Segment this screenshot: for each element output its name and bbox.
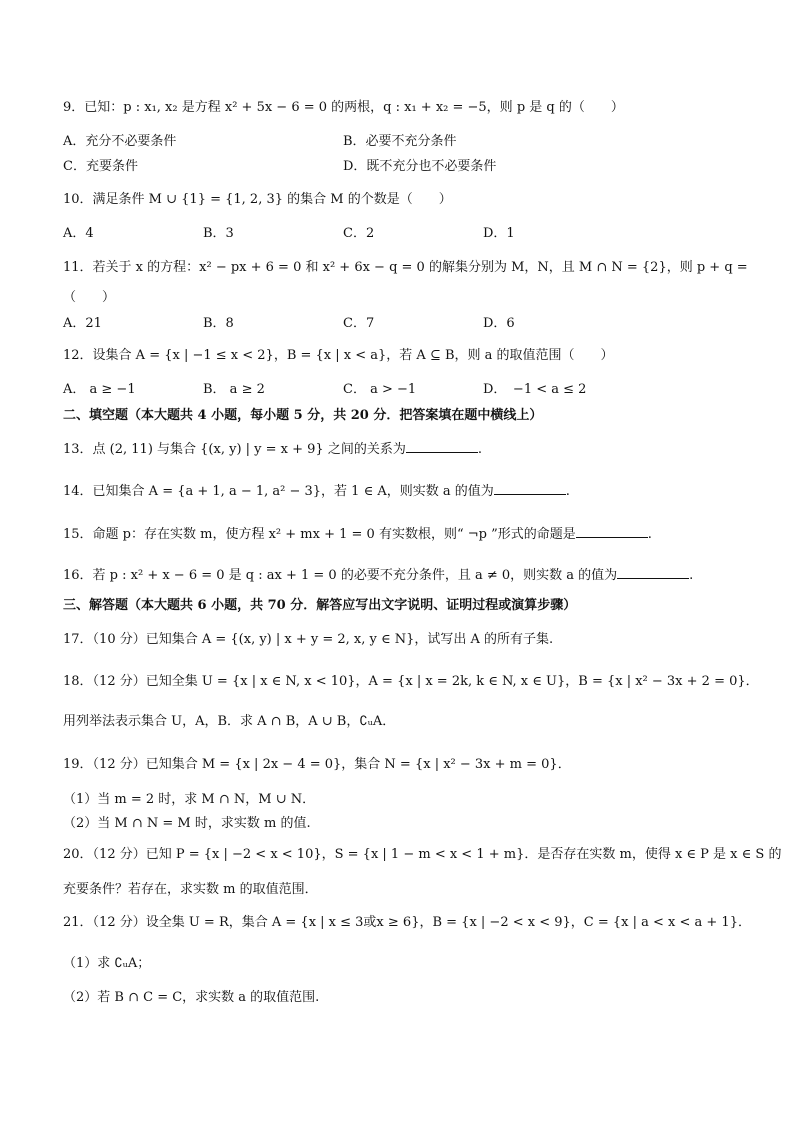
question-14: 14．已知集合 A = {a + 1, a − 1, a² − 3}，若 1 ∈ A，则实数 a 的值为 . [63, 480, 754, 502]
answer-blank[interactable] [406, 438, 478, 453]
question-19-line1: 19．（12 分）已知集合 M = {x | 2x − 4 = 0}，集合 N = {x | x² − 3x + m = 0}． [63, 757, 571, 772]
option-b: B．3 [203, 226, 234, 241]
answer-blank[interactable] [617, 564, 689, 579]
option-a: A．21 [63, 316, 102, 331]
question-15: 15．命题 p：存在实数 m，使方程 x² + mx + 1 = 0 有实数根，则“ ¬p ”形式的命题是 . [63, 523, 754, 545]
question-21-line1: 21．（12 分）设全集 U = R，集合 A = {x | x ≤ 3或x ≥ 6}，B = {x | −2 < x < 9}，C = {x | a < x < a + 1}． [63, 915, 751, 930]
option-c: C．7 [343, 316, 375, 331]
option-b: B．8 [203, 316, 234, 331]
answer-blank[interactable] [576, 523, 648, 538]
question-17: 17．（10 分）已知集合 A = {(x, y) | x + y = 2, x, y ∈ N}，试写出 A 的所有子集. [63, 632, 554, 647]
option-a: A．4 [63, 226, 94, 241]
question-12-stem: 12．设集合 A = {x | −1 ≤ x < 2}，B = {x | x < a}，若 A ⊆ B，则 a 的取值范围（ ） [63, 348, 614, 363]
question-21-part2: （2）若 B ∩ C = C，求实数 a 的取值范围. [63, 990, 320, 1005]
answer-blank[interactable] [494, 480, 566, 495]
option-d: D．6 [483, 316, 515, 331]
question-19-part1: （1）当 m = 2 时，求 M ∩ N，M ∪ N． [63, 792, 316, 807]
question-11-stem: 11．若关于 x 的方程：x² − px + 6 = 0 和 x² + 6x − q = 0 的解集分别为 M，N，且 M ∩ N = {2}，则 p + q = [63, 260, 748, 275]
question-9-stem: 9．已知：p : x₁, x₂ 是方程 x² + 5x − 6 = 0 的两根，q : x₁ + x₂ = −5，则 p 是 q 的（ ） [63, 100, 624, 115]
option-a: A．充分不必要条件 [63, 134, 177, 149]
question-18-line2: 用列举法表示集合 U，A，B．求 A ∩ B，A ∪ B，∁ᵤA． [63, 714, 396, 729]
option-c: C． a > −1 [343, 382, 417, 397]
option-c: C．充要条件 [63, 159, 138, 174]
option-d: D．既不充分也不必要条件 [343, 159, 497, 174]
option-c: C．2 [343, 226, 375, 241]
question-16: 16．若 p : x² + x − 6 = 0 是 q : ax + 1 = 0 的必要不充分条件，且 a ≠ 0，则实数 a 的值为 . [63, 564, 754, 586]
option-b: B． a ≥ 2 [203, 382, 265, 397]
question-18-line1: 18．（12 分）已知全集 U = {x | x ∈ N, x < 10}，A = {x | x = 2k, k ∈ N, x ∈ U}，B = {x | x² − 3x + 2 = 0}． [63, 674, 759, 689]
question-19-part2: （2）当 M ∩ N = M 时，求实数 m 的值. [63, 816, 311, 831]
option-a: A． a ≥ −1 [63, 382, 136, 397]
question-20-line1: 20．（12 分）已知 P = {x | −2 < x < 10}，S = {x | 1 − m < x < 1 + m}．是否存在实数 m，使得 x ∈ P 是 x ∈ S 的 [63, 847, 782, 862]
option-d: D．1 [483, 226, 515, 241]
section-3-title: 三、解答题（本大题共 6 小题，共 70 分．解答应写出文字说明、证明过程或演算步骤） [63, 598, 577, 613]
question-20-line2: 充要条件？若存在，求实数 m 的取值范围． [63, 882, 318, 897]
question-13: 13．点 (2, 11) 与集合 {(x, y) | y = x + 9} 之间的关系为 . [63, 438, 754, 460]
question-11-stem-cont: （ ） [63, 290, 116, 305]
question-21-part1: （1）求 ∁ᵤA； [63, 956, 151, 971]
section-2-title: 二、填空题（本大题共 4 小题，每小题 5 分，共 20 分．把答案填在题中横线上） [63, 408, 543, 423]
option-d: D． −1 < a ≤ 2 [483, 382, 587, 397]
option-b: B．必要不充分条件 [343, 134, 457, 149]
question-10-stem: 10．满足条件 M ∪ {1} = {1, 2, 3} 的集合 M 的个数是（ ） [63, 192, 452, 207]
